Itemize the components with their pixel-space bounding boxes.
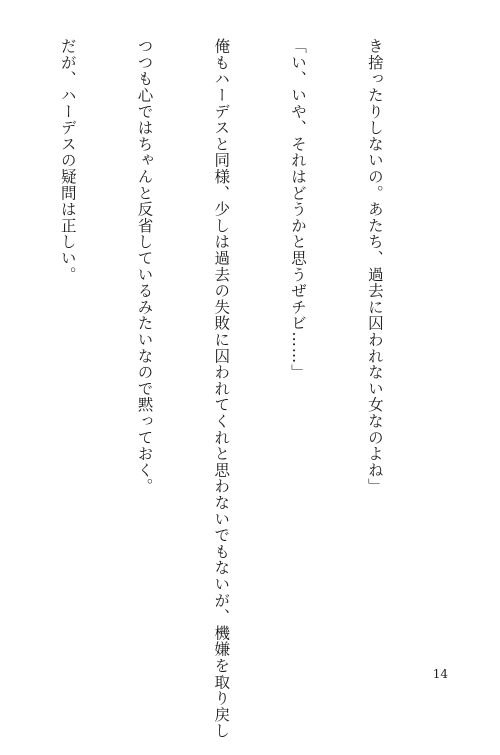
page-number: 14 <box>432 667 448 681</box>
text-line: だが、ハーデスの疑問は正しい。 <box>58 38 77 283</box>
text-line: 俺もハーデスと同様、少しは過去の失敗に囚われてくれと思わないでもないが、機嫌を取り戻し <box>212 38 231 739</box>
vertical-text-body <box>0 38 438 739</box>
text-line: き捨ったりしないの。あたち、過去に囚われない女なのよね」 <box>365 38 384 495</box>
text-line: 「い、いや、それはどうかと思うぜチビ……」 <box>289 38 308 381</box>
text-line <box>0 38 3 643</box>
text-line: つつも心ではちゃんと反省しているみたいなので黙っておく。 <box>135 38 154 495</box>
